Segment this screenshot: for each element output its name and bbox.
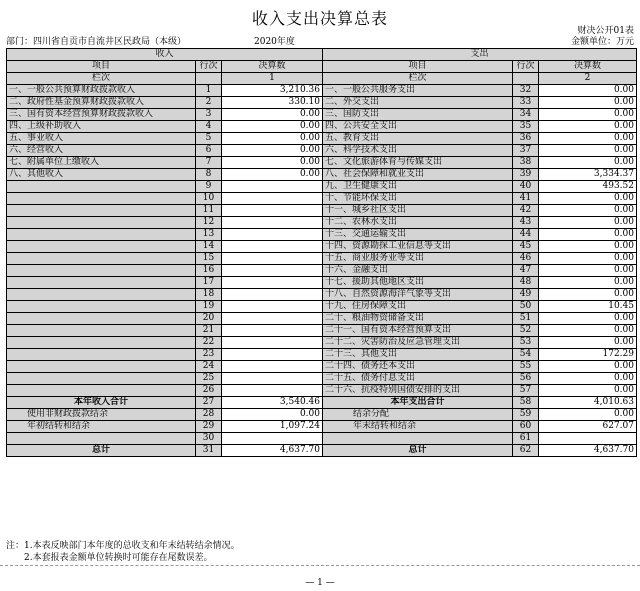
income-item-header: 项目 <box>7 61 196 73</box>
table-row <box>7 373 637 385</box>
expense-row-number: 55 <box>513 361 539 373</box>
expense-amount: 4,637.70 <box>539 445 637 457</box>
table-row <box>7 169 637 181</box>
expense-amount: 172.29 <box>539 349 637 361</box>
income-row-number: 7 <box>196 157 222 169</box>
income-amount <box>222 373 323 385</box>
expense-item: 二十一、国有资本经营预算支出 <box>323 325 513 337</box>
income-amount <box>222 253 323 265</box>
income-item <box>7 289 196 301</box>
page-title: 收入支出决算总表 <box>251 9 388 28</box>
income-amount: 330.10 <box>222 97 323 109</box>
income-amount: 1,097.24 <box>222 421 323 433</box>
notes <box>6 540 240 564</box>
income-row-number: 22 <box>196 337 222 349</box>
expense-item: 二十六、抗疫特别国债安排的支出 <box>323 385 513 397</box>
income-row-number: 20 <box>196 313 222 325</box>
expense-lanci: 栏次 <box>323 73 513 85</box>
income-amount <box>222 361 323 373</box>
income-item <box>7 313 196 325</box>
expense-item: 十九、住房保障支出 <box>323 301 513 313</box>
expense-amount: 0.00 <box>539 277 637 289</box>
expense-row-number: 33 <box>513 97 539 109</box>
income-item: 本年收入合计 <box>7 397 196 409</box>
income-amount <box>222 229 323 241</box>
expense-row-number: 49 <box>513 289 539 301</box>
expense-row-number: 53 <box>513 337 539 349</box>
expense-amount: 0.00 <box>539 217 637 229</box>
income-col-number: 1 <box>222 73 323 85</box>
expense-item: 一、一般公共服务支出 <box>323 85 513 97</box>
income-amount <box>222 313 323 325</box>
income-item <box>7 205 196 217</box>
income-expense-table <box>6 48 637 457</box>
expense-amount: 0.00 <box>539 241 637 253</box>
expense-amount: 0.00 <box>539 157 637 169</box>
income-item: 七、附属单位上缴收入 <box>7 157 196 169</box>
income-item: 四、上级补助收入 <box>7 121 196 133</box>
expense-amount <box>539 433 637 445</box>
income-amount <box>222 349 323 361</box>
expense-row-number: 58 <box>513 397 539 409</box>
expense-amount: 0.00 <box>539 193 637 205</box>
income-amount <box>222 325 323 337</box>
expense-row-number: 60 <box>513 421 539 433</box>
income-row-number: 26 <box>196 385 222 397</box>
expense-item: 二、外交支出 <box>323 97 513 109</box>
expense-row-number: 43 <box>513 217 539 229</box>
income-amount: 0.00 <box>222 157 323 169</box>
expense-amount: 0.00 <box>539 373 637 385</box>
expense-row-number: 52 <box>513 325 539 337</box>
income-row-number: 1 <box>196 85 222 97</box>
income-item <box>7 349 196 361</box>
expense-row-number: 44 <box>513 229 539 241</box>
expense-row-col-header: 行次 <box>513 61 539 73</box>
expense-item: 十二、农林水支出 <box>323 217 513 229</box>
income-item <box>7 325 196 337</box>
year-label: 2020年度 <box>254 37 295 47</box>
income-amount: 3,210.36 <box>222 85 323 97</box>
expense-amount: 0.00 <box>539 361 637 373</box>
income-row-number: 23 <box>196 349 222 361</box>
table-row <box>7 385 637 397</box>
income-amount: 0.00 <box>222 169 323 181</box>
expense-item: 六、科学技术支出 <box>323 145 513 157</box>
table-row <box>7 229 637 241</box>
expense-item: 二十四、债务还本支出 <box>323 361 513 373</box>
column-header-row <box>7 61 637 73</box>
expense-item: 总计 <box>323 445 513 457</box>
expense-row-number: 39 <box>513 169 539 181</box>
expense-row-number: 40 <box>513 181 539 193</box>
income-item <box>7 373 196 385</box>
income-row-number: 17 <box>196 277 222 289</box>
income-row-number: 8 <box>196 169 222 181</box>
income-item: 使用非财政拨款结余 <box>7 409 196 421</box>
expense-amount: 0.00 <box>539 385 637 397</box>
total-row <box>7 445 637 457</box>
income-item: 总计 <box>7 445 196 457</box>
income-row-number: 11 <box>196 205 222 217</box>
income-amount <box>222 205 323 217</box>
income-item: 一、一般公共预算财政拨款收入 <box>7 85 196 97</box>
expense-item: 十三、交通运输支出 <box>323 229 513 241</box>
expense-amount-header: 决算数 <box>539 61 637 73</box>
expense-amount: 0.00 <box>539 313 637 325</box>
table-row <box>7 121 637 133</box>
department-label: 部门：四川省自贡市自流井区民政局（本级） <box>6 37 187 47</box>
table-row <box>7 433 637 445</box>
expense-amount: 0.00 <box>539 121 637 133</box>
expense-item: 十五、商业服务业等支出 <box>323 253 513 265</box>
expense-item: 七、文化旅游体育与传媒支出 <box>323 157 513 169</box>
table-row <box>7 109 637 121</box>
expense-item: 结余分配 <box>323 409 513 421</box>
table-row <box>7 97 637 109</box>
income-amount: 0.00 <box>222 409 323 421</box>
income-row-number: 28 <box>196 409 222 421</box>
unit-label: 金额单位：万元 <box>570 37 634 47</box>
table-row <box>7 133 637 145</box>
expense-amount: 0.00 <box>539 253 637 265</box>
income-lanci-empty <box>196 73 222 85</box>
income-amount <box>222 385 323 397</box>
expense-item: 本年支出合计 <box>323 397 513 409</box>
expense-row-number: 42 <box>513 205 539 217</box>
expense-col-number: 2 <box>539 73 637 85</box>
expense-item: 八、社会保障和就业支出 <box>323 169 513 181</box>
expense-amount: 0.00 <box>539 109 637 121</box>
expense-item: 十七、援助其他地区支出 <box>323 277 513 289</box>
page-divider <box>0 565 640 566</box>
table-row <box>7 241 637 253</box>
table-row <box>7 361 637 373</box>
income-row-number: 4 <box>196 121 222 133</box>
income-row-number: 24 <box>196 361 222 373</box>
expense-row-number: 34 <box>513 109 539 121</box>
expense-item <box>323 433 513 445</box>
expense-item: 九、卫生健康支出 <box>323 181 513 193</box>
table-row <box>7 217 637 229</box>
expense-amount: 0.00 <box>539 97 637 109</box>
section-header-row <box>7 49 637 61</box>
income-row-number: 6 <box>196 145 222 157</box>
income-row-number: 10 <box>196 193 222 205</box>
income-item: 八、其他收入 <box>7 169 196 181</box>
income-item: 年初结转和结余 <box>7 421 196 433</box>
expense-item: 二十五、债务付息支出 <box>323 373 513 385</box>
income-row-number: 3 <box>196 109 222 121</box>
income-amount: 0.00 <box>222 109 323 121</box>
expense-row-number: 45 <box>513 241 539 253</box>
income-row-number: 21 <box>196 325 222 337</box>
expense-row-number: 57 <box>513 385 539 397</box>
income-item: 二、政府性基金预算财政拨款收入 <box>7 97 196 109</box>
income-item <box>7 361 196 373</box>
expense-amount: 0.00 <box>539 133 637 145</box>
note-1: 注：1.本表反映部门本年度的总收支和年末结转结余情况。 <box>6 541 240 551</box>
table-row <box>7 409 637 421</box>
expense-item: 二十三、其他支出 <box>323 349 513 361</box>
expense-amount: 4,010.63 <box>539 397 637 409</box>
income-amount: 0.00 <box>222 133 323 145</box>
income-row-number: 30 <box>196 433 222 445</box>
expense-item: 三、国防支出 <box>323 109 513 121</box>
expense-amount: 3,334.37 <box>539 169 637 181</box>
expense-amount: 0.00 <box>539 265 637 277</box>
expense-amount: 10.45 <box>539 301 637 313</box>
income-item <box>7 433 196 445</box>
income-row-number: 12 <box>196 217 222 229</box>
income-amount: 0.00 <box>222 121 323 133</box>
expense-item: 十六、金融支出 <box>323 265 513 277</box>
income-amount <box>222 217 323 229</box>
table-row <box>7 421 637 433</box>
lanci-row <box>7 73 637 85</box>
income-item <box>7 277 196 289</box>
expense-item: 五、教育支出 <box>323 133 513 145</box>
expense-item: 四、公共安全支出 <box>323 121 513 133</box>
expense-row-number: 38 <box>513 157 539 169</box>
table-row <box>7 205 637 217</box>
total-row <box>7 397 637 409</box>
table-row <box>7 145 637 157</box>
expense-item: 十、节能环保支出 <box>323 193 513 205</box>
expense-row-number: 48 <box>513 277 539 289</box>
expense-amount: 493.52 <box>539 181 637 193</box>
table-row <box>7 301 637 313</box>
income-amount <box>222 301 323 313</box>
income-amount: 0.00 <box>222 145 323 157</box>
expense-item-header: 项目 <box>323 61 513 73</box>
income-item: 六、经营收入 <box>7 145 196 157</box>
expense-item: 年末结转和结余 <box>323 421 513 433</box>
form-number: 财决公开01表 <box>577 26 634 36</box>
expense-amount: 0.00 <box>539 325 637 337</box>
income-item <box>7 253 196 265</box>
income-item <box>7 181 196 193</box>
income-item <box>7 217 196 229</box>
income-row-number: 19 <box>196 301 222 313</box>
income-row-col-header: 行次 <box>196 61 222 73</box>
expense-amount: 0.00 <box>539 205 637 217</box>
expense-item: 十四、资源勘探工业信息等支出 <box>323 241 513 253</box>
expense-amount: 0.00 <box>539 289 637 301</box>
income-amount <box>222 193 323 205</box>
page-number: — 1 — <box>305 578 335 588</box>
income-row-number: 31 <box>196 445 222 457</box>
income-item <box>7 301 196 313</box>
income-row-number: 15 <box>196 253 222 265</box>
income-row-number: 18 <box>196 289 222 301</box>
expense-amount: 0.00 <box>539 337 637 349</box>
income-item: 五、事业收入 <box>7 133 196 145</box>
expense-row-number: 35 <box>513 121 539 133</box>
table-row <box>7 181 637 193</box>
income-amount: 4,637.70 <box>222 445 323 457</box>
income-amount <box>222 241 323 253</box>
income-header: 收入 <box>7 49 323 61</box>
income-item <box>7 265 196 277</box>
income-amount <box>222 337 323 349</box>
expense-row-number: 32 <box>513 85 539 97</box>
income-row-number: 9 <box>196 181 222 193</box>
table-row <box>7 337 637 349</box>
income-item <box>7 229 196 241</box>
expense-row-number: 46 <box>513 253 539 265</box>
expense-row-number: 50 <box>513 301 539 313</box>
income-row-number: 27 <box>196 397 222 409</box>
table-row <box>7 325 637 337</box>
expense-item: 十一、城乡社区支出 <box>323 205 513 217</box>
expense-header: 支出 <box>323 49 637 61</box>
income-item <box>7 193 196 205</box>
table-row <box>7 253 637 265</box>
table-row <box>7 157 637 169</box>
income-amount <box>222 181 323 193</box>
expense-amount: 627.07 <box>539 421 637 433</box>
income-item <box>7 241 196 253</box>
income-item <box>7 385 196 397</box>
expense-amount: 0.00 <box>539 229 637 241</box>
expense-row-number: 62 <box>513 445 539 457</box>
expense-item: 二十二、灾害防治及应急管理支出 <box>323 337 513 349</box>
income-amount <box>222 433 323 445</box>
table-row <box>7 265 637 277</box>
table-row <box>7 313 637 325</box>
expense-lanci-empty <box>513 73 539 85</box>
expense-row-number: 51 <box>513 313 539 325</box>
income-row-number: 25 <box>196 373 222 385</box>
income-row-number: 13 <box>196 229 222 241</box>
income-amount <box>222 289 323 301</box>
income-amount <box>222 277 323 289</box>
income-amount <box>222 265 323 277</box>
income-item: 三、国有资本经营预算财政拨款收入 <box>7 109 196 121</box>
expense-amount: 0.00 <box>539 145 637 157</box>
income-amount: 3,540.46 <box>222 397 323 409</box>
income-lanci: 栏次 <box>7 73 196 85</box>
expense-row-number: 54 <box>513 349 539 361</box>
income-row-number: 14 <box>196 241 222 253</box>
expense-row-number: 36 <box>513 133 539 145</box>
expense-row-number: 47 <box>513 265 539 277</box>
expense-row-number: 56 <box>513 373 539 385</box>
expense-amount: 0.00 <box>539 409 637 421</box>
table-row <box>7 289 637 301</box>
note-2: 2.本套报表金额单位转换时可能存在尾数误差。 <box>24 553 213 563</box>
income-row-number: 2 <box>196 97 222 109</box>
table-row <box>7 349 637 361</box>
expense-row-number: 37 <box>513 145 539 157</box>
table-row <box>7 193 637 205</box>
income-row-number: 16 <box>196 265 222 277</box>
table-row <box>7 277 637 289</box>
income-item <box>7 337 196 349</box>
expense-row-number: 59 <box>513 409 539 421</box>
income-row-number: 29 <box>196 421 222 433</box>
income-row-number: 5 <box>196 133 222 145</box>
expense-row-number: 61 <box>513 433 539 445</box>
table-row <box>7 85 637 97</box>
expense-row-number: 41 <box>513 193 539 205</box>
expense-item: 二十、粮油物资储备支出 <box>323 313 513 325</box>
expense-item: 十八、自然资源海洋气象等支出 <box>323 289 513 301</box>
expense-amount: 0.00 <box>539 85 637 97</box>
income-amount-header: 决算数 <box>222 61 323 73</box>
